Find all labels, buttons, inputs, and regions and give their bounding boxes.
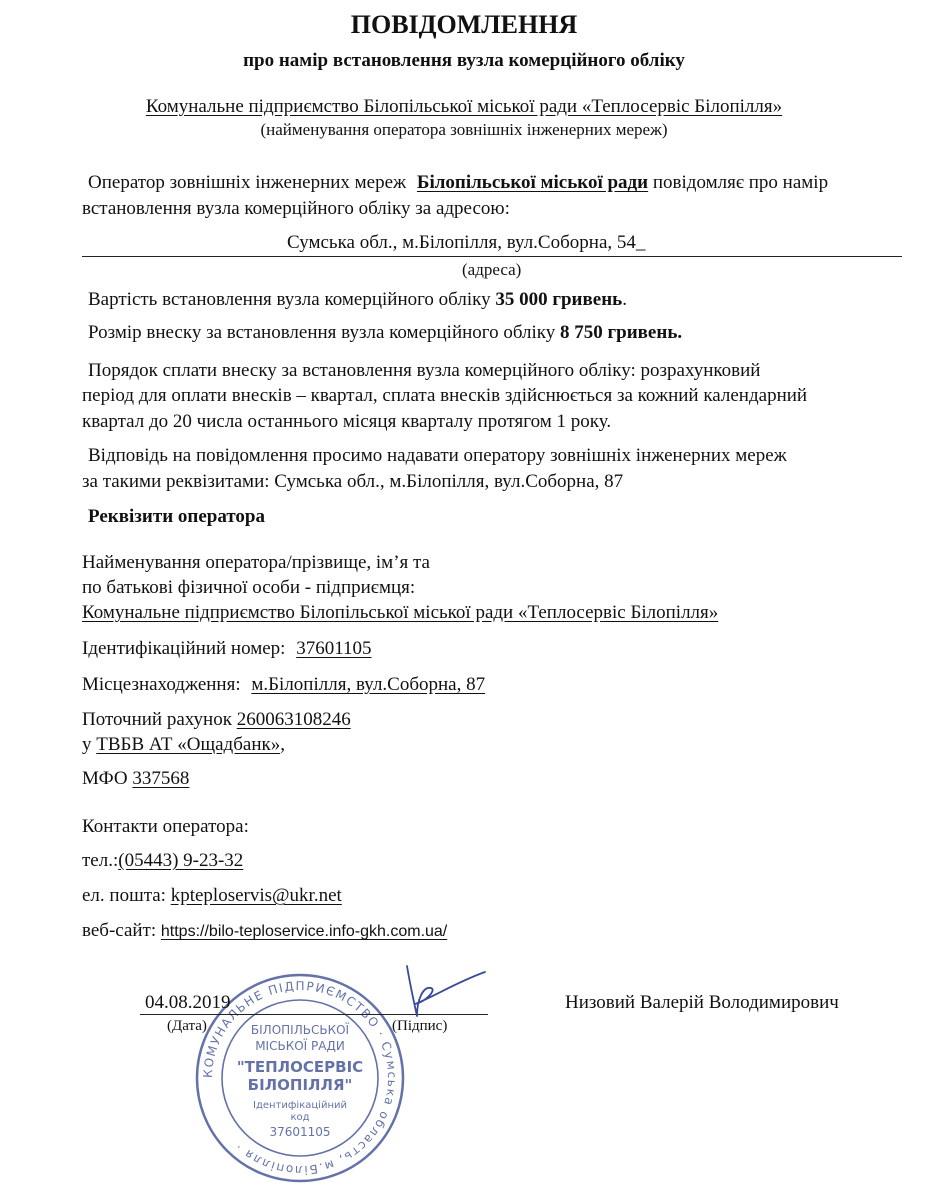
operator-name-caption: (найменування оператора зовнішніх інженерних мереж) xyxy=(260,120,668,139)
details-name-value-row xyxy=(82,602,718,624)
stamp-line-7: 37601105 xyxy=(269,1125,331,1139)
details-location-row xyxy=(82,674,485,696)
details-account-value: 260063108246 xyxy=(236,709,351,730)
document-title: ПОВІДОМЛЕННЯ xyxy=(350,10,578,39)
intro-prefix: Оператор зовнішніх інженерних мереж xyxy=(88,172,407,193)
intro-bold-operator: Білопільської міської ради xyxy=(416,172,649,193)
contacts-website-link[interactable]: https://bilo-teploservice.info-gkh.com.ua/ xyxy=(160,923,448,940)
install-cost-amount: 35 000 гривень xyxy=(495,289,623,310)
details-account-row xyxy=(82,709,351,731)
details-mfo-value: 337568 xyxy=(132,768,190,789)
install-cost-label: Вартість встановлення вузла комерційного обліку xyxy=(88,289,491,310)
contacts-phone-label: тел.: xyxy=(82,850,119,871)
details-bank-value: ТВБВ АТ «Ощадбанк» xyxy=(96,734,281,755)
contacts-email-row xyxy=(82,885,342,907)
details-bank-prefix: у xyxy=(82,734,92,755)
contacts-web-label: веб-сайт: xyxy=(82,920,157,941)
contacts-email-label: ел. пошта: xyxy=(82,885,166,906)
details-mfo-row xyxy=(82,768,189,790)
stamp-line-3: "ТЕПЛОСЕРВІС xyxy=(236,1058,364,1076)
details-heading: Реквізити оператора xyxy=(88,506,265,527)
signature-date-caption: (Дата) xyxy=(167,1018,207,1034)
signature-date: 04.08.2019 xyxy=(145,992,231,1013)
details-bank-row xyxy=(82,734,285,756)
operator-name-heading xyxy=(0,96,928,118)
details-id-row xyxy=(82,638,372,660)
details-name-label-1: Найменування оператора/прізвище, ім’я та xyxy=(82,552,430,573)
contacts-heading: Контакти оператора: xyxy=(82,816,249,837)
fee-label: Розмір внеску за встановлення вузла комерційного обліку xyxy=(88,322,556,343)
install-cost-suffix: . xyxy=(622,289,627,310)
details-name-label-2: по батькові фізичної особи - підприємця: xyxy=(82,577,416,598)
details-location-label: Місцезнаходження: xyxy=(82,674,241,695)
details-name-value: Комунальне підприємство Білопільської міської ради «Теплосервіс Білопілля» xyxy=(82,602,719,623)
intro-line-2: встановлення вузла комерційного обліку за адресою: xyxy=(82,198,510,219)
stamp-line-5: Ідентифікаційний xyxy=(253,1100,347,1111)
details-location-value: м.Білопілля, вул.Соборна, 87 xyxy=(251,674,486,695)
fee-line xyxy=(88,322,682,344)
stamp-line-4: БІЛОПІЛЛЯ" xyxy=(247,1076,353,1094)
payment-line-1: Порядок сплати внеску за встановлення вузла комерційного обліку: розрахунковий xyxy=(88,360,761,381)
details-id-value: 37601105 xyxy=(296,638,372,659)
payment-line-3: квартал до 20 числа останнього місяця кварталу протягом 1 року. xyxy=(82,411,612,432)
address-underline xyxy=(82,256,902,257)
stamp-line-2: МІСЬКОЇ РАДИ xyxy=(255,1039,345,1053)
intro-suffix: повідомляє про намір xyxy=(652,172,829,193)
stamp-line-6: код xyxy=(290,1112,310,1123)
signer-name: Низовий Валерій Володимирович xyxy=(565,992,839,1013)
handwritten-signature xyxy=(395,958,495,1028)
signature-sign-caption: (Підпис) xyxy=(392,1018,448,1034)
intro-line-1 xyxy=(88,172,828,194)
payment-line-2: період для оплати внесків – квартал, сплата внесків здійснюється за кожний календарний xyxy=(82,385,808,406)
operator-name-text: Комунальне підприємство Білопільської міської ради «Теплосервіс Білопілля» xyxy=(145,96,783,117)
reply-line-2: за такими реквізитами: Сумська обл., м.Білопілля, вул.Соборна, 87 xyxy=(82,471,624,492)
details-id-label: Ідентифікаційний номер: xyxy=(82,638,286,659)
contacts-email-link[interactable]: kpteploservis@ukr.net xyxy=(170,885,342,906)
fee-amount: 8 750 гривень. xyxy=(560,322,683,343)
details-mfo-label: МФО xyxy=(82,768,128,789)
reply-line-1: Відповідь на повідомлення просимо надавати оператору зовнішніх інженерних мереж xyxy=(88,445,787,466)
stamp-line-1: БІЛОПІЛЬСЬКОЇ xyxy=(250,1023,350,1037)
contacts-phone-value[interactable]: (05443) 9-23-32 xyxy=(118,850,244,871)
address-value: Сумська обл., м.Білопілля, вул.Соборна, 54_ xyxy=(287,232,646,253)
contacts-web-row xyxy=(82,920,447,942)
contacts-phone-row xyxy=(82,850,243,872)
details-bank-suffix: , xyxy=(280,734,285,755)
details-account-label: Поточний рахунок xyxy=(82,709,232,730)
document-subtitle: про намір встановлення вузла комерційного обліку xyxy=(243,50,685,71)
stamp-ring-text: КОМУНАЛЬНЕ ПІДПРИЄМСТВО · Сумська область, м.Білопілля · xyxy=(200,978,400,1178)
install-cost-line xyxy=(88,289,627,311)
address-caption: (адреса) xyxy=(462,260,522,279)
